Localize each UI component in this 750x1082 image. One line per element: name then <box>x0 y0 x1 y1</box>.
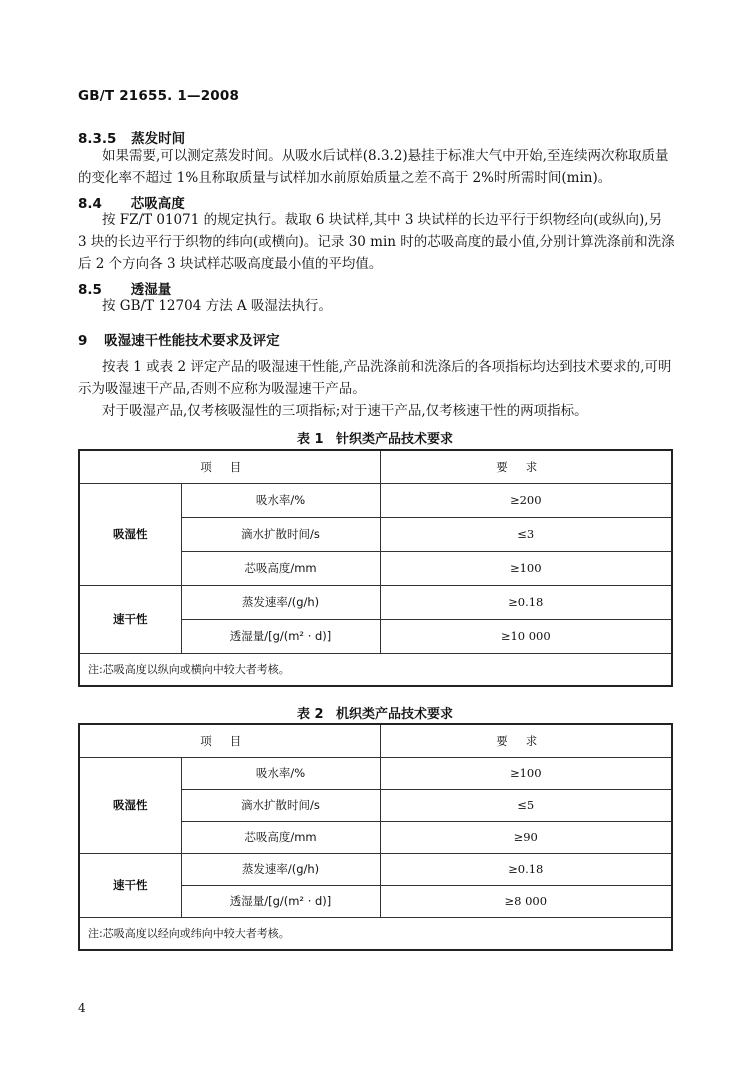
header-requirement: 要求 <box>380 450 672 483</box>
item-label: 透湿量/[g/(m² · d)] <box>181 885 380 917</box>
requirement-value: ≥100 <box>380 757 672 789</box>
section-9-heading <box>78 329 280 349</box>
requirement-value: ≤5 <box>380 789 672 821</box>
section-8-3-5-heading <box>78 127 185 147</box>
section-title: 芯吸高度 <box>130 196 185 212</box>
item-label: 透湿量/[g/(m² · d)] <box>181 619 380 653</box>
table-number: 表 2 <box>296 707 324 722</box>
requirement-value: ≥0.18 <box>380 853 672 885</box>
table-number: 表 1 <box>296 432 324 447</box>
header-requirement: 要求 <box>380 724 672 757</box>
group-label: 速干性 <box>79 585 181 653</box>
paragraph-line: 按表 1 或表 2 评定产品的吸湿速干性能,产品洗涤前和洗涤后的各项指标均达到技术要求的,可明 <box>102 359 672 375</box>
paragraph-line: 后 2 个方向各 3 块试样芯吸高度最小值的平均值。 <box>78 256 383 272</box>
paragraph-line: 按 GB/T 12704 方法 A 吸湿法执行。 <box>102 298 332 314</box>
page-number: 4 <box>78 1001 86 1015</box>
item-label: 滴水扩散时间/s <box>181 789 380 821</box>
item-label: 吸水率/% <box>181 483 380 517</box>
document-header: GB/T 21655. 1—2008 <box>78 88 240 104</box>
section-title: 吸湿速干性能技术要求及评定 <box>104 333 280 349</box>
section-title: 透湿量 <box>130 282 172 298</box>
header-item: 项目 <box>79 724 380 757</box>
item-label: 芯吸高度/mm <box>181 821 380 853</box>
table-note: 注:芯吸高度以经向或纬向中较大者考核。 <box>79 917 672 950</box>
paragraph-line: 的变化率不超过 1%且称取质量与试样加水前原始质量之差不高于 2%时所需时间(min)。 <box>78 170 612 186</box>
table-title: 针织类产品技术要求 <box>336 432 454 447</box>
table-note: 注:芯吸高度以纵向或横向中较大者考核。 <box>79 653 672 686</box>
group-label: 吸湿性 <box>79 483 181 585</box>
section-title: 蒸发时间 <box>131 131 186 147</box>
section-8-3-5-body <box>78 145 678 189</box>
paragraph-line: 3 块的长边平行于织物的纬向(或横向)。记录 30 min 时的芯吸高度的最小值,分别计算洗涤前和洗涤 <box>78 234 675 250</box>
section-number: 8.3.5 <box>78 131 117 147</box>
item-label: 蒸发速率/(g/h) <box>181 853 380 885</box>
table-2 <box>78 723 673 951</box>
section-8-5-body <box>78 295 678 317</box>
table-1 <box>78 449 673 687</box>
item-label: 蒸发速率/(g/h) <box>181 585 380 619</box>
item-label: 芯吸高度/mm <box>181 551 380 585</box>
paragraph-line: 如果需要,可以测定蒸发时间。从吸水后试样(8.3.2)悬挂于标准大气中开始,至连续两次称取质量 <box>102 148 669 164</box>
requirement-value: ≥8 000 <box>380 885 672 917</box>
section-number: 8.5 <box>78 282 102 298</box>
table-1-caption <box>0 428 750 447</box>
group-label: 吸湿性 <box>79 757 181 853</box>
table-2-caption <box>0 703 750 722</box>
requirement-value: ≥10 000 <box>380 619 672 653</box>
group-label: 速干性 <box>79 853 181 917</box>
paragraph-line: 按 FZ/T 01071 的规定执行。裁取 6 块试样,其中 3 块试样的长边平行于织物经向(或纵向),另 <box>102 212 663 228</box>
requirement-value: ≥100 <box>380 551 672 585</box>
section-number: 8.4 <box>78 196 102 212</box>
paragraph-line: 示为吸湿速干产品,否则不应称为吸湿速干产品。 <box>78 381 366 397</box>
paragraph-line: 对于吸湿产品,仅考核吸湿性的三项指标;对于速干产品,仅考核速干性的两项指标。 <box>102 403 588 419</box>
section-number: 9 <box>78 333 88 349</box>
requirement-value: ≥200 <box>380 483 672 517</box>
requirement-value: ≤3 <box>380 517 672 551</box>
section-9-body <box>78 356 678 422</box>
item-label: 吸水率/% <box>181 757 380 789</box>
header-item: 项目 <box>79 450 380 483</box>
item-label: 滴水扩散时间/s <box>181 517 380 551</box>
requirement-value: ≥0.18 <box>380 585 672 619</box>
section-8-4-body <box>78 209 678 275</box>
requirement-value: ≥90 <box>380 821 672 853</box>
table-title: 机织类产品技术要求 <box>336 707 454 722</box>
